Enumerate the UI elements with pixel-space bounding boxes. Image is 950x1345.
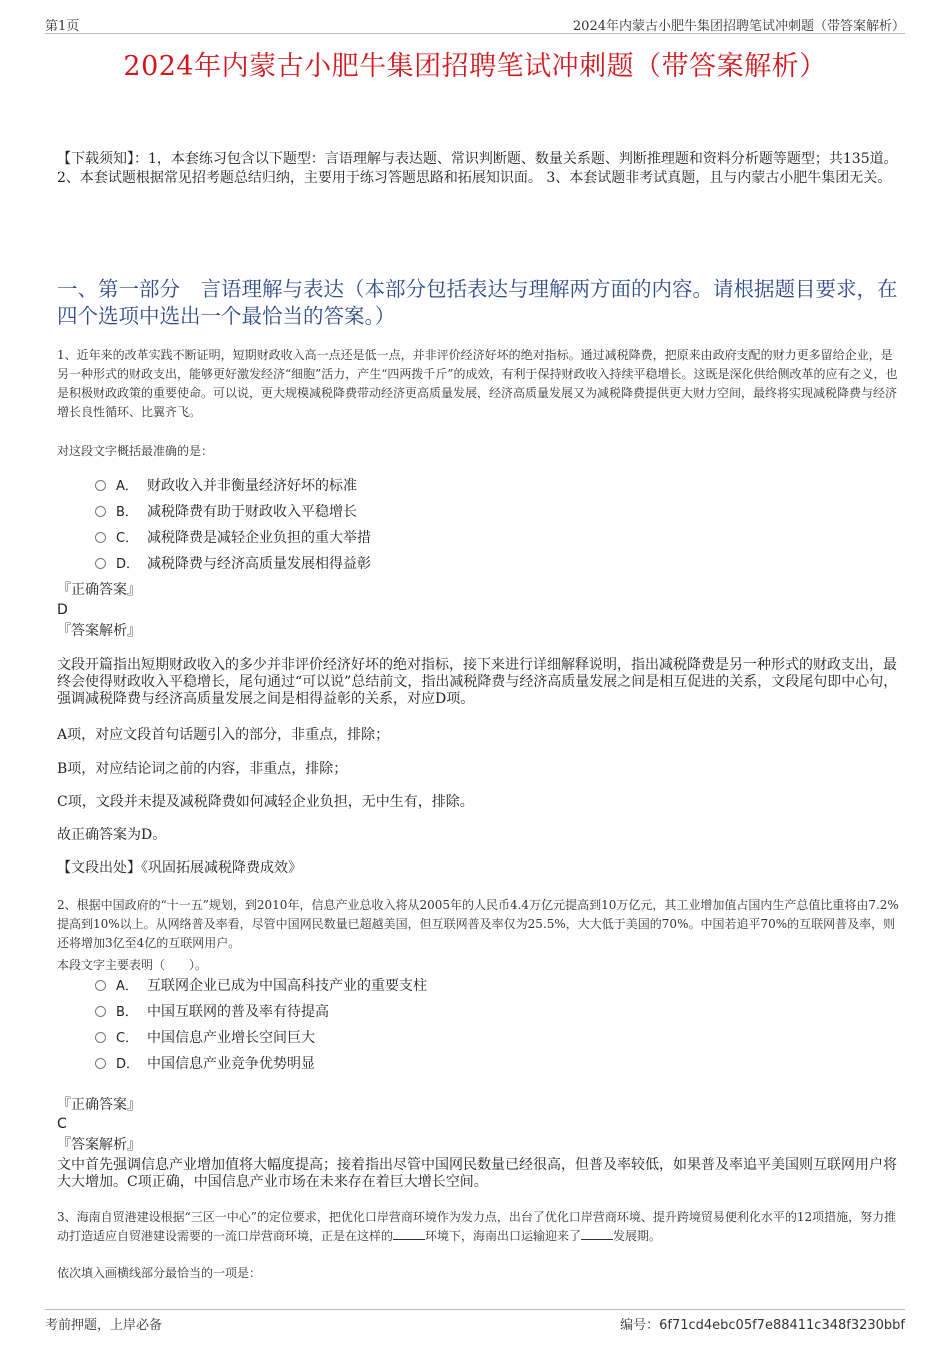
q1-question: 对这段文字概括最准确的是： xyxy=(57,444,214,458)
q2-analysis: 文中首先强调信息产业增加值将大幅度提高；接着指出尽管中国网民数量已经很高，但普及率较低，如果普及率追平美国则互联网用户将大大增加。C项正确，中国信息产业市场在未来存在着巨大增长空间。 xyxy=(57,1157,897,1190)
radio-icon[interactable] xyxy=(95,980,106,991)
option-letter: B． xyxy=(116,1005,138,1020)
radio-icon[interactable] xyxy=(95,506,106,517)
footer-code-label: 编号： xyxy=(620,1318,660,1333)
header-divider xyxy=(45,33,905,34)
q1-analysis-label: 『答案解析』 xyxy=(57,623,141,639)
footer-code xyxy=(620,1314,905,1333)
q2-option-c[interactable] xyxy=(95,1028,315,1048)
q3-stem-part3: 发展期。 xyxy=(613,1229,662,1243)
q1-answer-label: 『正确答案』 xyxy=(57,582,141,598)
option-text: 中国互联网的普及率有待提高 xyxy=(147,1004,329,1020)
fill-blank-2 xyxy=(581,1227,613,1240)
option-letter: C． xyxy=(116,1031,139,1046)
option-text: 减税降费有助于财政收入平稳增长 xyxy=(147,504,357,520)
option-text: 中国信息产业增长空间巨大 xyxy=(147,1030,315,1046)
q1-option-d[interactable] xyxy=(95,554,371,574)
q1-source: 【文段出处】《巩固拓展减税降费成效》 xyxy=(57,860,302,876)
option-letter: A． xyxy=(116,979,138,994)
document-title: 2024年内蒙古小肥牛集团招聘笔试冲刺题（带答案解析） xyxy=(123,51,827,82)
fill-blank-1 xyxy=(393,1227,425,1240)
section-heading: 一、第一部分 言语理解与表达（本部分包括表达与理解两方面的内容。请根据题目要求，在四个选项中选出一个最恰当的答案。） xyxy=(57,277,898,328)
q1-answer: D xyxy=(57,602,68,618)
radio-icon[interactable] xyxy=(95,558,106,569)
q2-question: 本段文字主要表明（ ）。 xyxy=(57,958,208,972)
q2-answer: C xyxy=(57,1116,67,1132)
page-number: 第1页 xyxy=(45,19,80,34)
q2-answer-label: 『正确答案』 xyxy=(57,1097,141,1113)
q1-option-b-note: B项，对应结论词之前的内容，非重点，排除； xyxy=(57,761,348,777)
option-letter: D． xyxy=(116,1057,140,1072)
q2-option-a[interactable] xyxy=(95,976,427,996)
q1-option-b[interactable] xyxy=(95,502,357,522)
header-doc-title: 2024年内蒙古小肥牛集团招聘笔试冲刺题（带答案解析） xyxy=(572,19,905,34)
q1-option-a[interactable] xyxy=(95,476,357,496)
option-text: 中国信息产业竞争优势明显 xyxy=(147,1056,315,1072)
download-notice: 【下载须知】：1，本套练习包含以下题型：言语理解与表达题、常识判断题、数量关系题、判断推理题和资料分析题等题型；共135道。 2、本套试题根据常见招考题总结归纳，主要用于练习答题思路和拓展知识面。 3、本套试题非考试真题，且与内蒙古小肥牛集团无关。 xyxy=(57,151,898,186)
option-letter: B． xyxy=(116,505,138,520)
q3-stem-part2: 环境下，海南出口运输迎来了 xyxy=(425,1229,582,1243)
radio-icon[interactable] xyxy=(95,1032,106,1043)
q3-stem xyxy=(57,1208,902,1246)
option-text: 财政收入并非衡量经济好坏的标准 xyxy=(147,478,357,494)
q3-stem-part1: 3、海南自贸港建设根据“三区一中心”的定位要求，把优化口岸营商环境作为发力点，出台了优化口岸营商环境、提升跨境贸易便利化水平的12项措施，努力推动打造适应自贸港建设需要的一流口岸营商环境，正是在这样的 xyxy=(57,1210,897,1243)
q2-option-b[interactable] xyxy=(95,1002,329,1022)
option-text: 减税降费是减轻企业负担的重大举措 xyxy=(147,530,371,546)
radio-icon[interactable] xyxy=(95,1006,106,1017)
footer-slogan: 考前押题，上岸必备 xyxy=(45,1318,163,1333)
q1-analysis: 文段开篇指出短期财政收入的多少并非评价经济好坏的绝对指标，接下来进行详细解释说明，指出减税降费是另一种形式的财政支出，最终会使得财政收入平稳增长，尾句通过“可以说”总结前文，指出减税降费与经济高质量发展之间是相互促进的关系，文段尾句即中心句，强调减税降费与经济高质量发展之间是相得益彰的关系，对应D项。 xyxy=(57,657,898,707)
q2-stem: 2、根据中国政府的“十一五”规划，到2010年，信息产业总收入将从2005年的人民币4.4万亿元提高到10万亿元，其工业增加值占国内生产总值比重将由7.2%提高到10%以上。从网络普及率看，尽管中国网民数量已超越美国，但互联网普及率仅为25.5%，大大低于美国的70%。中国若追平70%的互联网普及率，则还将增加3亿至4亿的互联网用户。 xyxy=(57,898,899,950)
q2-option-d[interactable] xyxy=(95,1054,315,1074)
q1-option-c-note: C项，文段并未提及减税降费如何减轻企业负担，无中生有，排除。 xyxy=(57,794,474,810)
footer-code-value: 6f71cd4ebc05f7e88411c348f3230bbf xyxy=(659,1318,905,1333)
q3-question: 依次填入画横线部分最恰当的一项是： xyxy=(57,1266,262,1280)
radio-icon[interactable] xyxy=(95,532,106,543)
option-letter: D． xyxy=(116,557,140,572)
option-text: 互联网企业已成为中国高科技产业的重要支柱 xyxy=(147,978,427,994)
footer-divider xyxy=(45,1309,905,1310)
q1-option-c[interactable] xyxy=(95,528,371,548)
option-letter: C． xyxy=(116,531,139,546)
radio-icon[interactable] xyxy=(95,1058,106,1069)
q1-stem: 1、近年来的改革实践不断证明，短期财政收入高一点还是低一点，并非评价经济好坏的绝对指标。通过减税降费，把原来由政府支配的财力更多留给企业，是另一种形式的财政支出，能够更好激发经济“细胞”活力，产生“四两拨千斤”的成效，有利于保持财政收入持续平稳增长。这既是深化供给侧改革的应有之义，也是积极财政政策的重要使命。可以说，更大规模减税降费带动经济更高质量发展，经济高质量发展又为减税降费提供更大财力空间，最终将实现减税降费与经济增长良性循环、比翼齐飞。 xyxy=(57,348,898,419)
radio-icon[interactable] xyxy=(95,480,106,491)
option-text: 减税降费与经济高质量发展相得益彰 xyxy=(147,556,371,572)
q1-option-a-note: A项，对应文段首句话题引入的部分，非重点，排除； xyxy=(57,727,390,743)
q2-analysis-label: 『答案解析』 xyxy=(57,1137,141,1153)
option-letter: A． xyxy=(116,479,138,494)
q1-conclusion: 故正确答案为D。 xyxy=(57,827,167,843)
